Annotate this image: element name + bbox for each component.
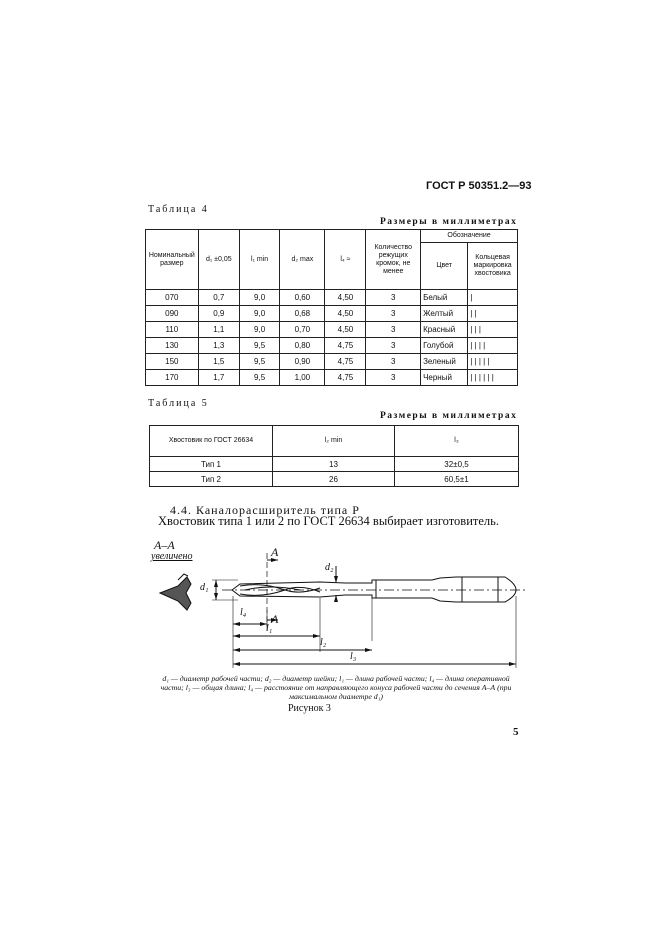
col-designation: Обозначение	[421, 230, 518, 243]
cell-marking: | | |	[468, 322, 518, 338]
cell-edges: 3	[366, 306, 421, 322]
label-l3: l₃	[350, 651, 357, 662]
cell-d2: 1,00	[280, 370, 325, 386]
label-l4: l₄	[240, 607, 247, 618]
cell-l4: 4,50	[325, 306, 366, 322]
cell-l4: 4,75	[325, 370, 366, 386]
cell-color: Голубой	[421, 338, 468, 354]
cell-l4: 4,50	[325, 290, 366, 306]
table4-caption: Таблица 4	[148, 204, 209, 215]
cell-l2: 26	[273, 472, 395, 487]
cell-size: 110	[146, 322, 199, 338]
cell-d2: 0,90	[280, 354, 325, 370]
label-d1: d₁	[200, 582, 209, 593]
cell-l1: 9,5	[239, 338, 279, 354]
section-text: Хвостовик типа 1 или 2 по ГОСТ 26634 выбирает изготовитель.	[158, 514, 499, 528]
cell-d2: 0,70	[280, 322, 325, 338]
page-number: 5	[513, 726, 519, 738]
cell-l1: 9,5	[239, 354, 279, 370]
label-a-bottom: А	[271, 612, 279, 626]
cell-type: Тип 1	[150, 457, 273, 472]
cell-d1: 1,5	[198, 354, 239, 370]
cell-color: Белый	[421, 290, 468, 306]
cell-d2: 0,80	[280, 338, 325, 354]
col-l1: l₁ min	[239, 230, 279, 290]
label-l2: l₂	[320, 637, 327, 648]
enlarged-label: увеличено	[151, 551, 193, 562]
label-d2: d₂	[325, 562, 334, 573]
cell-d1: 1,1	[198, 322, 239, 338]
cell-color: Желтый	[421, 306, 468, 322]
cell-d1: 0,9	[198, 306, 239, 322]
cell-color: Черный	[421, 370, 468, 386]
cell-size: 090	[146, 306, 199, 322]
section-aa-label: А–А	[154, 538, 175, 552]
table4-units: Размеры в миллиметрах	[380, 217, 518, 227]
cell-edges: 3	[366, 322, 421, 338]
col-l2: l₂ min	[273, 426, 395, 457]
figure-caption: Рисунок 3	[288, 703, 331, 714]
cell-size: 070	[146, 290, 199, 306]
cell-l2: 13	[273, 457, 395, 472]
cell-marking: |	[468, 290, 518, 306]
cell-l3: 60,5±1	[395, 472, 519, 487]
cell-color: Красный	[421, 322, 468, 338]
section-heading: 4.4. Каналорасширитель типа Р	[170, 503, 360, 517]
cell-d1: 1,3	[198, 338, 239, 354]
col-nominal: Номинальный размер	[146, 230, 199, 290]
cell-marking: | |	[468, 306, 518, 322]
cell-d1: 0,7	[198, 290, 239, 306]
col-l3: l₃	[395, 426, 519, 457]
cell-l1: 9,0	[239, 322, 279, 338]
standard-header: ГОСТ Р 50351.2—93	[426, 180, 532, 192]
cell-l1: 9,5	[239, 370, 279, 386]
figure-legend: d₁ — диаметр рабочей части; d₂ — диаметр шейки; l₁ — длина рабочей части; l₄ — длина оперативной части; l₃ — общая длина; l₄ — расстояние от направляющего конуса рабочей части до сечения А–А (при максимальном диаметре d₁)	[160, 674, 512, 701]
cell-l4: 4,50	[325, 322, 366, 338]
label-a-top: А	[271, 545, 279, 559]
col-marking: Кольцевая маркировка хвостовика	[468, 243, 518, 290]
col-color: Цвет	[421, 243, 468, 290]
cell-edges: 3	[366, 290, 421, 306]
col-d2: d₂ max	[280, 230, 325, 290]
cell-edges: 3	[366, 354, 421, 370]
cell-size: 170	[146, 370, 199, 386]
col-edges: Количество режущих кромок, не менее	[366, 230, 421, 290]
cell-l1: 9,0	[239, 306, 279, 322]
col-shank: Хвостовик по ГОСТ 26634	[150, 426, 273, 457]
col-l4: l₄ ≈	[325, 230, 366, 290]
cell-marking: | | | | | |	[468, 370, 518, 386]
col-d1: d₁ ±0,05	[198, 230, 239, 290]
cell-l4: 4,75	[325, 354, 366, 370]
cell-marking: | | | | |	[468, 354, 518, 370]
cell-edges: 3	[366, 370, 421, 386]
table5-caption: Таблица 5	[148, 398, 209, 409]
cell-marking: | | | |	[468, 338, 518, 354]
cell-d2: 0,68	[280, 306, 325, 322]
cell-type: Тип 2	[150, 472, 273, 487]
table5-units: Размеры в миллиметрах	[380, 411, 518, 421]
cell-l4: 4,75	[325, 338, 366, 354]
cell-size: 150	[146, 354, 199, 370]
cell-edges: 3	[366, 338, 421, 354]
cell-color: Зеленый	[421, 354, 468, 370]
label-l1: l₁	[266, 623, 273, 634]
cell-d2: 0,60	[280, 290, 325, 306]
cell-l3: 32±0,5	[395, 457, 519, 472]
cell-size: 130	[146, 338, 199, 354]
cell-d1: 1,7	[198, 370, 239, 386]
cell-l1: 9,0	[239, 290, 279, 306]
